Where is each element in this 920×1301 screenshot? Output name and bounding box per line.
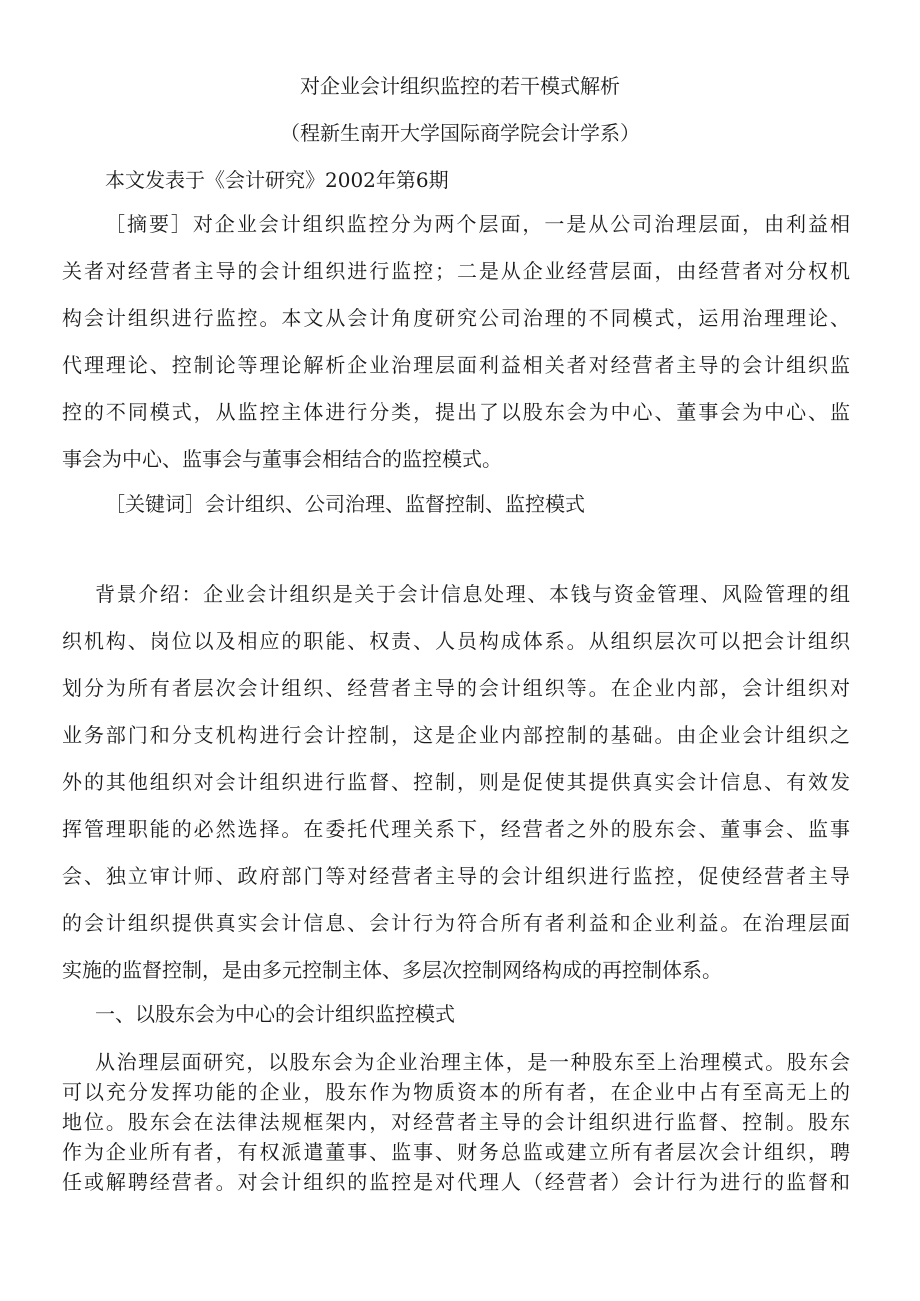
section1-line-5: 任或解聘经营者。对会计组织的监控是对代理人（经营者）会计行为进行的监督和 — [62, 1170, 850, 1194]
background-line-3: 划分为所有者层次会计组织、经营者主导的会计组织等。在企业内部，会计组织对 — [62, 676, 850, 700]
document-title: 对企业会计组织监控的若干模式解析 — [300, 74, 620, 98]
source-line: 本文发表于《会计研究》2002年第6期 — [105, 168, 449, 192]
background-line-7: 会、独立审计师、政府部门等对经营者主导的会计组织进行监控，促使经营者主导 — [62, 864, 850, 888]
background-line-4: 业务部门和分支机构进行会计控制，这是企业内部控制的基础。由企业会计组织之 — [62, 723, 850, 747]
section-heading: 一、以股东会为中心的会计组织监控模式 — [95, 1002, 455, 1026]
abstract-line-4: 代理理论、控制论等理论解析企业治理层面利益相关者对经营者主导的会计组织监 — [62, 353, 850, 377]
abstract-line-5: 控的不同模式，从监控主体进行分类，提出了以股东会为中心、董事会为中心、监 — [62, 400, 850, 424]
abstract-line-6: 事会为中心、监事会与董事会相结合的监控模式。 — [62, 447, 502, 471]
abstract-line-3: 构会计组织进行监控。本文从会计角度研究公司治理的不同模式，运用治理理论、 — [62, 306, 850, 330]
background-line-1: 背景介绍：企业会计组织是关于会计信息处理、本钱与资金管理、风险管理的组 — [95, 582, 850, 606]
section1-line-3: 地位。股东会在法律法规框架内，对经营者主导的会计组织进行监督、控制。股东 — [62, 1110, 850, 1134]
abstract-line-1: ［摘要］对企业会计组织监控分为两个层面，一是从公司治理层面，由利益相 — [105, 212, 850, 236]
background-line-2: 织机构、岗位以及相应的职能、权责、人员构成体系。从组织层次可以把会计组织 — [62, 629, 850, 653]
abstract-line-2: 关者对经营者主导的会计组织进行监控；二是从企业经营层面，由经营者对分权机 — [62, 259, 850, 283]
background-line-5: 外的其他组织对会计组织进行监督、控制，则是促使其提供真实会计信息、有效发 — [62, 770, 850, 794]
author-line: （程新生南开大学国际商学院会计学系） — [280, 121, 640, 145]
section1-line-2: 可以充分发挥功能的企业，股东作为物质资本的所有者，在企业中占有至高无上的 — [62, 1080, 850, 1104]
background-line-8: 的会计组织提供真实会计信息、会计行为符合所有者利益和企业利益。在治理层面 — [62, 911, 850, 935]
keywords-line: ［关键词］会计组织、公司治理、监督控制、监控模式 — [105, 492, 585, 516]
background-line-9: 实施的监督控制，是由多元控制主体、多层次控制网络构成的再控制体系。 — [62, 958, 722, 982]
section1-line-1: 从治理层面研究，以股东会为企业治理主体，是一种股东至上治理模式。股东会 — [95, 1050, 850, 1074]
background-line-6: 挥管理职能的必然选择。在委托代理关系下，经营者之外的股东会、董事会、监事 — [62, 817, 850, 841]
section1-line-4: 作为企业所有者，有权派遣董事、监事、财务总监或建立所有者层次会计组织，聘 — [62, 1140, 850, 1164]
